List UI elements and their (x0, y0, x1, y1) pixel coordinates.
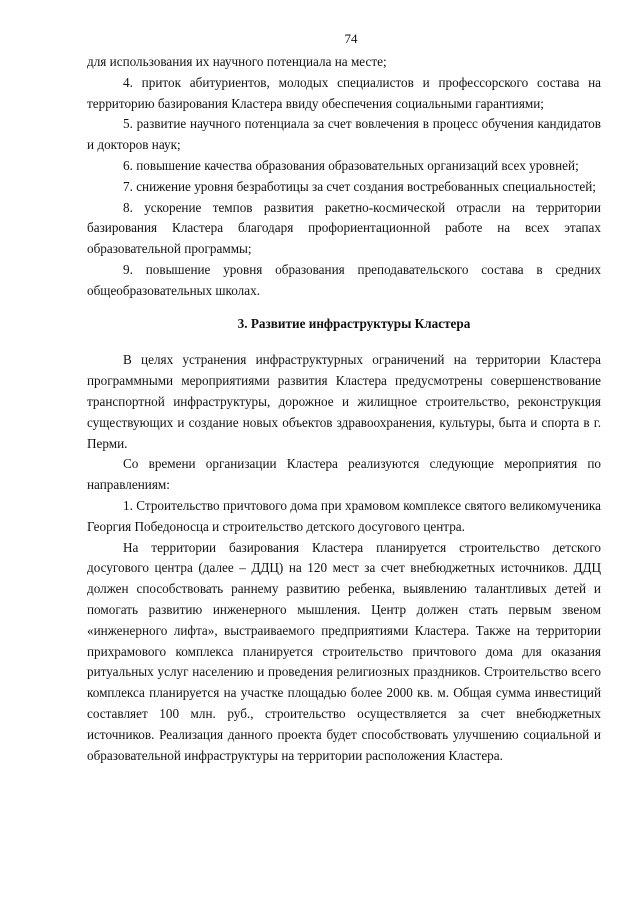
page-number: 74 (344, 31, 358, 46)
section-title: 3. Развитие инфраструктуры Кластера (237, 315, 471, 331)
list-item-5: 5. развитие научного потенциала за счет вовлечения в процесс обучения кандидатов и докторов наук; (87, 116, 601, 153)
list-item-7: 7. снижение уровня безработицы за счет создания востребованных специальностей; (123, 178, 596, 194)
list-item-6: 6. повышение качества образования образовательных организаций всех уровней; (123, 157, 579, 173)
list-item-4: 4. приток абитуриентов, молодых специалистов и профессорского состава на территорию базирования Кластера ввиду обеспечения социальными гарантиями; (87, 74, 601, 111)
list-item-8: 8. ускорение темпов развития ракетно-космической отрасли на территории базирования Кластера благодаря профориентационной работе на всех этапах образовательной программы; (87, 199, 601, 257)
paragraph-infrastructure-goals: В целях устранения инфраструктурных ограничений на территории Кластера программными мероприятиями развития Кластера предусмотрены совершенствование транспортной инфраструктуры, дорожное и жилищное строительство, реконструкция существующих и создание новых объектов здравоохранения, культуры, быта и спорта в г. Перми. (87, 352, 601, 451)
paragraph-measure-1: 1. Строительство причтового дома при храмовом комплексе святого великомученика Георгия Победоносца и строительство детского досугового центра. (87, 497, 601, 534)
list-item-9: 9. повышение уровня образования преподавательского состава в средних общеобразовательных школах. (87, 261, 601, 298)
paragraph-leisure-center: На территории базирования Кластера планируется строительство детского досугового центра (далее – ДДЦ) на 120 мест за счет внебюджетных источников. ДДЦ должен способствовать раннему развитию ребенка, выявлению талантливых детей и помогать развитию инженерного мышления. Центр должен стать первым звеном «инженерного лифта», выстраиваемого предприятиями Кластера. Также на территории прихрамового комплекса планируется строительство причтового дома для оказания ритуальных услуг населению и проведения религиозных праздников. Строительство всего комплекса планируется на участке площадью более 2000 кв. м. Общая сумма инвестиций составляет 100 млн. руб., строительство осуществляется за счет внебюджетных источников. Реализация данного проекта будет способствовать улучшению социальной и образовательной инфраструктуры на территории расположения Кластера. (87, 539, 601, 763)
document-page (87, 30, 601, 766)
paragraph-measures-intro: Со времени организации Кластера реализуются следующие мероприятия по направлениям: (87, 456, 601, 493)
paragraph-continuation: для использования их научного потенциала на месте; (87, 54, 387, 69)
